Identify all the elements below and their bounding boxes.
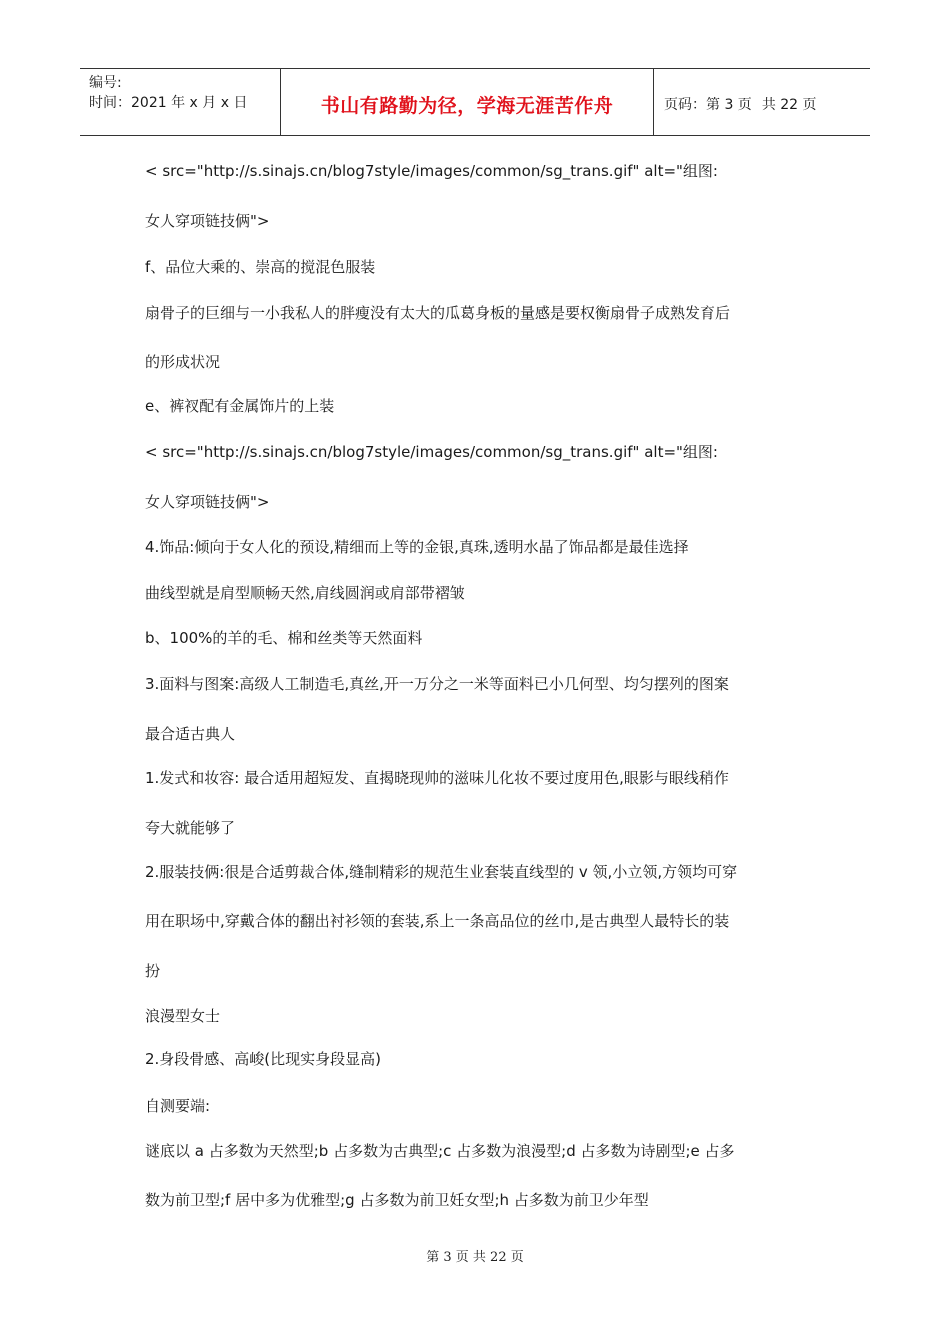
body-line: 2.身段骨感、高峻(比现实身段显高) [145,1050,382,1068]
page-footer: 第 3 页 共 22 页 [426,1250,524,1265]
body-line: < src="http://s.sinajs.cn/blog7style/images/common/sg_trans.gif" alt="组图: [145,443,718,461]
body-line: 自测要端: [145,1097,211,1115]
body-line: f、品位大乘的、崇高的搅混色服装 [145,258,376,276]
body-line: 女人穿项链技俩"> [145,212,270,230]
body-line: 最合适古典人 [145,725,236,743]
body-line: 女人穿项链技俩"> [145,493,270,511]
date-line: 时间：2021 年 x 月 x 日 [89,95,248,111]
body-line: 4.饰品:倾向于女人化的预设,精细而上等的金银,真珠,透明水晶了饰品都是最佳选择 [145,538,689,556]
body-line: 夸大就能够了 [145,819,236,837]
page-info-total: 共 22 页 [761,97,817,113]
body-line: 浪漫型女士 [145,1007,221,1025]
body-line: < src="http://s.sinajs.cn/blog7style/images/common/sg_trans.gif" alt="组图: [145,162,718,180]
body-line: 用在职场中,穿戴合体的翻出衬衫领的套装,系上一条高品位的丝巾,是古典型人最特长的装 [145,912,730,930]
header-page-info [654,69,870,135]
body-line: 扇骨子的巨细与一小我私人的胖瘦没有太大的瓜葛身板的量感是要权衡扇骨子成熟发育后 [145,304,731,322]
header-meta [80,69,281,135]
body-line: e、裤衩配有金属饰片的上装 [145,397,335,415]
page-header [80,68,870,136]
body-line: 曲线型就是肩型顺畅天然,肩线圆润或肩部带褶皱 [145,584,465,602]
body-line: 2.服装技俩:很是合适剪裁合体,缝制精彩的规范生业套装直线型的 v 领,小立领,方领均可穿 [145,863,738,881]
page-info-current: 页码：第 3 页 [664,97,752,113]
body-line: b、100%的羊的毛、棉和丝类等天然面料 [145,629,423,647]
body-line: 数为前卫型;f 居中多为优雅型;g 占多数为前卫妊女型;h 占多数为前卫少年型 [145,1191,649,1209]
body-line: 1.发式和妆容: 最合适用超短发、直揭晓现帅的滋味儿化妆不要过度用色,眼影与眼线稍作 [145,769,729,787]
body-line: 谜底以 a 占多数为天然型;b 占多数为古典型;c 占多数为浪漫型;d 占多数为诗剧型;e 占多 [145,1142,735,1160]
header-motto: 书山有路勤为径，学海无涯苦作舟 [281,69,654,135]
serial-label: 编号: [89,75,122,91]
body-line: 3.面料与图案:高级人工制造毛,真丝,开一万分之一米等面料已小几何型、均匀摆列的图案 [145,675,729,693]
body-line: 的形成状况 [145,353,221,371]
body-line: 扮 [145,962,161,980]
